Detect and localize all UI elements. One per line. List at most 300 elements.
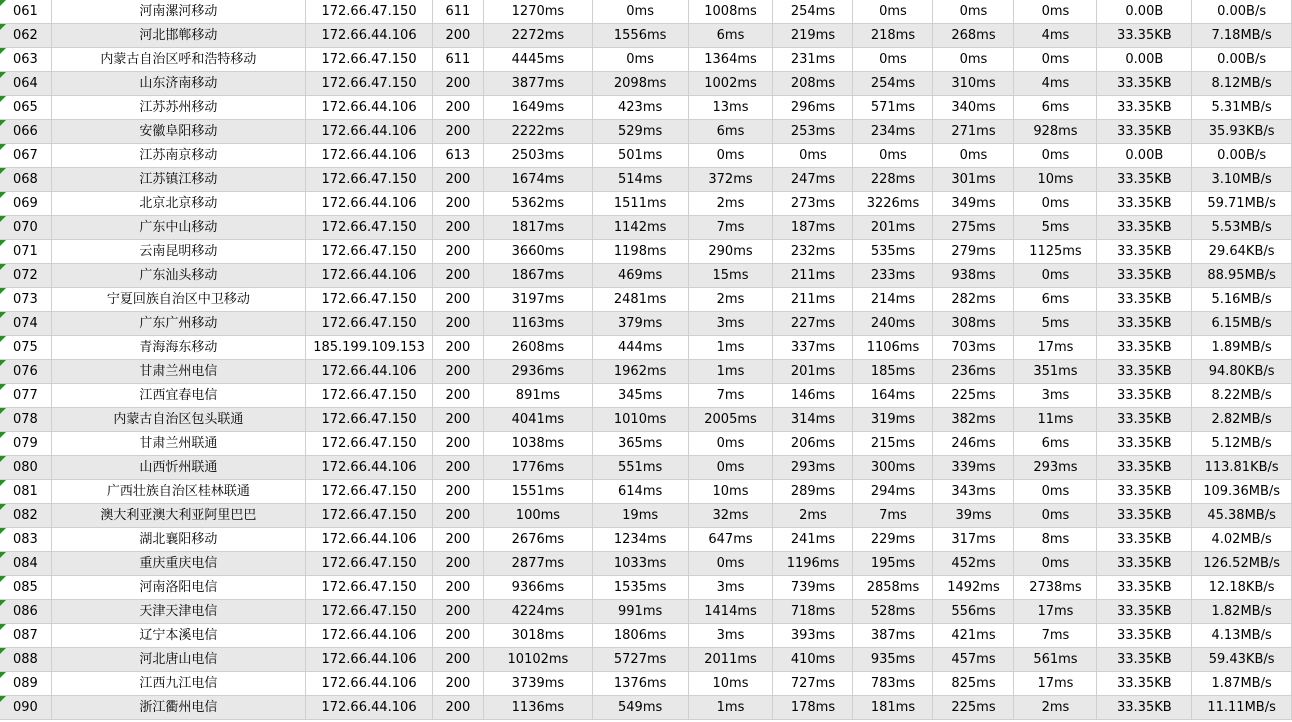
redirect-time-cell[interactable]: 0ms <box>1014 264 1097 287</box>
location-cell[interactable]: 河南漯河移动 <box>52 0 307 23</box>
total-time-cell[interactable]: 1270ms <box>484 0 593 23</box>
connect-time-cell[interactable]: 372ms <box>689 168 774 191</box>
row-index-cell[interactable]: 076 <box>0 360 52 383</box>
size-cell[interactable]: 33.35KB <box>1097 120 1192 143</box>
size-cell[interactable]: 33.35KB <box>1097 336 1192 359</box>
location-cell[interactable]: 广东汕头移动 <box>52 264 307 287</box>
status-code-cell[interactable]: 200 <box>433 72 484 95</box>
first-byte-time-cell[interactable]: 1106ms <box>853 336 933 359</box>
first-byte-time-cell[interactable]: 294ms <box>853 480 933 503</box>
location-cell[interactable]: 山东济南移动 <box>52 72 307 95</box>
row-index-cell[interactable]: 074 <box>0 312 52 335</box>
dns-time-cell[interactable]: 1806ms <box>593 624 689 647</box>
size-cell[interactable]: 33.35KB <box>1097 96 1192 119</box>
dns-time-cell[interactable]: 991ms <box>593 600 689 623</box>
first-byte-time-cell[interactable]: 300ms <box>853 456 933 479</box>
total-time-cell[interactable]: 4224ms <box>484 600 593 623</box>
ip-address-cell[interactable]: 172.66.47.150 <box>306 312 432 335</box>
ip-address-cell[interactable]: 172.66.44.106 <box>306 96 432 119</box>
location-cell[interactable]: 广东广州移动 <box>52 312 307 335</box>
first-byte-time-cell[interactable]: 0ms <box>853 0 933 23</box>
table-row[interactable] <box>0 432 1292 456</box>
location-cell[interactable]: 内蒙古自治区呼和浩特移动 <box>52 48 307 71</box>
speed-cell[interactable]: 5.53MB/s <box>1192 216 1292 239</box>
table-row[interactable] <box>0 144 1292 168</box>
row-index-cell[interactable]: 064 <box>0 72 52 95</box>
connect-time-cell[interactable]: 10ms <box>689 480 774 503</box>
download-time-cell[interactable]: 236ms <box>933 360 1014 383</box>
total-time-cell[interactable]: 891ms <box>484 384 593 407</box>
download-time-cell[interactable]: 457ms <box>933 648 1014 671</box>
dns-time-cell[interactable]: 469ms <box>593 264 689 287</box>
table-row[interactable] <box>0 624 1292 648</box>
ip-address-cell[interactable]: 172.66.44.106 <box>306 360 432 383</box>
ssl-time-cell[interactable]: 296ms <box>773 96 853 119</box>
status-code-cell[interactable]: 200 <box>433 672 484 695</box>
speed-cell[interactable]: 0.00B/s <box>1192 0 1292 23</box>
total-time-cell[interactable]: 2936ms <box>484 360 593 383</box>
first-byte-time-cell[interactable]: 201ms <box>853 216 933 239</box>
row-index-cell[interactable]: 088 <box>0 648 52 671</box>
ip-address-cell[interactable]: 172.66.44.106 <box>306 624 432 647</box>
first-byte-time-cell[interactable]: 214ms <box>853 288 933 311</box>
table-row[interactable] <box>0 456 1292 480</box>
redirect-time-cell[interactable]: 17ms <box>1014 672 1097 695</box>
first-byte-time-cell[interactable]: 228ms <box>853 168 933 191</box>
status-code-cell[interactable]: 200 <box>433 576 484 599</box>
ip-address-cell[interactable]: 172.66.44.106 <box>306 648 432 671</box>
total-time-cell[interactable]: 4445ms <box>484 48 593 71</box>
connect-time-cell[interactable]: 290ms <box>689 240 774 263</box>
table-row[interactable] <box>0 648 1292 672</box>
location-cell[interactable]: 江苏苏州移动 <box>52 96 307 119</box>
download-time-cell[interactable]: 0ms <box>933 48 1014 71</box>
total-time-cell[interactable]: 3197ms <box>484 288 593 311</box>
total-time-cell[interactable]: 2222ms <box>484 120 593 143</box>
connect-time-cell[interactable]: 10ms <box>689 672 774 695</box>
first-byte-time-cell[interactable]: 229ms <box>853 528 933 551</box>
download-time-cell[interactable]: 340ms <box>933 96 1014 119</box>
row-index-cell[interactable]: 071 <box>0 240 52 263</box>
status-code-cell[interactable]: 200 <box>433 288 484 311</box>
ssl-time-cell[interactable]: 337ms <box>773 336 853 359</box>
speed-cell[interactable]: 7.18MB/s <box>1192 24 1292 47</box>
size-cell[interactable]: 33.35KB <box>1097 408 1192 431</box>
first-byte-time-cell[interactable]: 233ms <box>853 264 933 287</box>
size-cell[interactable]: 33.35KB <box>1097 672 1192 695</box>
status-code-cell[interactable]: 200 <box>433 480 484 503</box>
size-cell[interactable]: 33.35KB <box>1097 240 1192 263</box>
download-time-cell[interactable]: 275ms <box>933 216 1014 239</box>
download-time-cell[interactable]: 246ms <box>933 432 1014 455</box>
location-cell[interactable]: 广西壮族自治区桂林联通 <box>52 480 307 503</box>
row-index-cell[interactable]: 068 <box>0 168 52 191</box>
table-row[interactable] <box>0 24 1292 48</box>
dns-time-cell[interactable]: 2481ms <box>593 288 689 311</box>
row-index-cell[interactable]: 077 <box>0 384 52 407</box>
status-code-cell[interactable]: 200 <box>433 624 484 647</box>
speed-cell[interactable]: 88.95MB/s <box>1192 264 1292 287</box>
ip-address-cell[interactable]: 172.66.44.106 <box>306 192 432 215</box>
first-byte-time-cell[interactable]: 3226ms <box>853 192 933 215</box>
dns-time-cell[interactable]: 5727ms <box>593 648 689 671</box>
location-cell[interactable]: 江西九江电信 <box>52 672 307 695</box>
first-byte-time-cell[interactable]: 218ms <box>853 24 933 47</box>
download-time-cell[interactable]: 271ms <box>933 120 1014 143</box>
table-row[interactable] <box>0 480 1292 504</box>
download-time-cell[interactable]: 421ms <box>933 624 1014 647</box>
speed-cell[interactable]: 5.16MB/s <box>1192 288 1292 311</box>
ip-address-cell[interactable]: 172.66.47.150 <box>306 384 432 407</box>
redirect-time-cell[interactable]: 0ms <box>1014 480 1097 503</box>
connect-time-cell[interactable]: 6ms <box>689 24 774 47</box>
first-byte-time-cell[interactable]: 195ms <box>853 552 933 575</box>
location-cell[interactable]: 江苏镇江移动 <box>52 168 307 191</box>
size-cell[interactable]: 33.35KB <box>1097 24 1192 47</box>
ip-address-cell[interactable]: 172.66.47.150 <box>306 480 432 503</box>
download-time-cell[interactable]: 310ms <box>933 72 1014 95</box>
size-cell[interactable]: 33.35KB <box>1097 696 1192 719</box>
total-time-cell[interactable]: 1649ms <box>484 96 593 119</box>
ssl-time-cell[interactable]: 314ms <box>773 408 853 431</box>
location-cell[interactable]: 青海海东移动 <box>52 336 307 359</box>
table-row[interactable] <box>0 168 1292 192</box>
connect-time-cell[interactable]: 1008ms <box>689 0 774 23</box>
location-cell[interactable]: 甘肃兰州电信 <box>52 360 307 383</box>
row-index-cell[interactable]: 087 <box>0 624 52 647</box>
row-index-cell[interactable]: 086 <box>0 600 52 623</box>
connect-time-cell[interactable]: 2005ms <box>689 408 774 431</box>
total-time-cell[interactable]: 2503ms <box>484 144 593 167</box>
ip-address-cell[interactable]: 172.66.44.106 <box>306 264 432 287</box>
dns-time-cell[interactable]: 1535ms <box>593 576 689 599</box>
location-cell[interactable]: 江西宜春电信 <box>52 384 307 407</box>
connect-time-cell[interactable]: 13ms <box>689 96 774 119</box>
redirect-time-cell[interactable]: 6ms <box>1014 432 1097 455</box>
status-code-cell[interactable]: 200 <box>433 432 484 455</box>
total-time-cell[interactable]: 1551ms <box>484 480 593 503</box>
redirect-time-cell[interactable]: 8ms <box>1014 528 1097 551</box>
ssl-time-cell[interactable]: 410ms <box>773 648 853 671</box>
dns-time-cell[interactable]: 1511ms <box>593 192 689 215</box>
first-byte-time-cell[interactable]: 387ms <box>853 624 933 647</box>
download-time-cell[interactable]: 301ms <box>933 168 1014 191</box>
table-row[interactable] <box>0 672 1292 696</box>
size-cell[interactable]: 33.35KB <box>1097 528 1192 551</box>
status-code-cell[interactable]: 200 <box>433 552 484 575</box>
speed-cell[interactable]: 5.12MB/s <box>1192 432 1292 455</box>
dns-time-cell[interactable]: 423ms <box>593 96 689 119</box>
first-byte-time-cell[interactable]: 935ms <box>853 648 933 671</box>
status-code-cell[interactable]: 200 <box>433 384 484 407</box>
location-cell[interactable]: 广东中山移动 <box>52 216 307 239</box>
ssl-time-cell[interactable]: 231ms <box>773 48 853 71</box>
dns-time-cell[interactable]: 501ms <box>593 144 689 167</box>
first-byte-time-cell[interactable]: 7ms <box>853 504 933 527</box>
ssl-time-cell[interactable]: 718ms <box>773 600 853 623</box>
ip-address-cell[interactable]: 172.66.44.106 <box>306 696 432 719</box>
table-row[interactable] <box>0 576 1292 600</box>
connect-time-cell[interactable]: 0ms <box>689 456 774 479</box>
row-index-cell[interactable]: 082 <box>0 504 52 527</box>
size-cell[interactable]: 33.35KB <box>1097 504 1192 527</box>
connect-time-cell[interactable]: 2ms <box>689 288 774 311</box>
download-time-cell[interactable]: 452ms <box>933 552 1014 575</box>
size-cell[interactable]: 33.35KB <box>1097 288 1192 311</box>
redirect-time-cell[interactable]: 2ms <box>1014 696 1097 719</box>
ip-address-cell[interactable]: 172.66.44.106 <box>306 528 432 551</box>
connect-time-cell[interactable]: 3ms <box>689 624 774 647</box>
first-byte-time-cell[interactable]: 571ms <box>853 96 933 119</box>
ip-address-cell[interactable]: 172.66.44.106 <box>306 672 432 695</box>
speed-cell[interactable]: 0.00B/s <box>1192 144 1292 167</box>
redirect-time-cell[interactable]: 0ms <box>1014 504 1097 527</box>
table-row[interactable] <box>0 528 1292 552</box>
row-index-cell[interactable]: 067 <box>0 144 52 167</box>
total-time-cell[interactable]: 2272ms <box>484 24 593 47</box>
ssl-time-cell[interactable]: 227ms <box>773 312 853 335</box>
download-time-cell[interactable]: 317ms <box>933 528 1014 551</box>
row-index-cell[interactable]: 085 <box>0 576 52 599</box>
ssl-time-cell[interactable]: 178ms <box>773 696 853 719</box>
download-time-cell[interactable]: 382ms <box>933 408 1014 431</box>
ssl-time-cell[interactable]: 201ms <box>773 360 853 383</box>
size-cell[interactable]: 33.35KB <box>1097 192 1192 215</box>
speed-cell[interactable]: 1.89MB/s <box>1192 336 1292 359</box>
status-code-cell[interactable]: 200 <box>433 528 484 551</box>
total-time-cell[interactable]: 10102ms <box>484 648 593 671</box>
ip-address-cell[interactable]: 172.66.47.150 <box>306 0 432 23</box>
status-code-cell[interactable]: 200 <box>433 648 484 671</box>
redirect-time-cell[interactable]: 4ms <box>1014 24 1097 47</box>
redirect-time-cell[interactable]: 17ms <box>1014 336 1097 359</box>
ssl-time-cell[interactable]: 739ms <box>773 576 853 599</box>
speed-cell[interactable]: 8.12MB/s <box>1192 72 1292 95</box>
table-row[interactable] <box>0 360 1292 384</box>
first-byte-time-cell[interactable]: 215ms <box>853 432 933 455</box>
connect-time-cell[interactable]: 1ms <box>689 336 774 359</box>
download-time-cell[interactable]: 0ms <box>933 0 1014 23</box>
ip-address-cell[interactable]: 172.66.47.150 <box>306 408 432 431</box>
download-time-cell[interactable]: 343ms <box>933 480 1014 503</box>
download-time-cell[interactable]: 339ms <box>933 456 1014 479</box>
table-row[interactable] <box>0 216 1292 240</box>
row-index-cell[interactable]: 073 <box>0 288 52 311</box>
speed-cell[interactable]: 4.13MB/s <box>1192 624 1292 647</box>
table-row[interactable] <box>0 600 1292 624</box>
size-cell[interactable]: 33.35KB <box>1097 168 1192 191</box>
total-time-cell[interactable]: 9366ms <box>484 576 593 599</box>
first-byte-time-cell[interactable]: 185ms <box>853 360 933 383</box>
location-cell[interactable]: 浙江衢州电信 <box>52 696 307 719</box>
ssl-time-cell[interactable]: 273ms <box>773 192 853 215</box>
connect-time-cell[interactable]: 6ms <box>689 120 774 143</box>
size-cell[interactable]: 33.35KB <box>1097 480 1192 503</box>
connect-time-cell[interactable]: 0ms <box>689 552 774 575</box>
location-cell[interactable]: 河南洛阳电信 <box>52 576 307 599</box>
ip-address-cell[interactable]: 172.66.44.106 <box>306 24 432 47</box>
dns-time-cell[interactable]: 1556ms <box>593 24 689 47</box>
ssl-time-cell[interactable]: 2ms <box>773 504 853 527</box>
table-row[interactable] <box>0 312 1292 336</box>
ip-address-cell[interactable]: 172.66.44.106 <box>306 120 432 143</box>
ssl-time-cell[interactable]: 1196ms <box>773 552 853 575</box>
first-byte-time-cell[interactable]: 0ms <box>853 144 933 167</box>
location-cell[interactable]: 天津天津电信 <box>52 600 307 623</box>
connect-time-cell[interactable]: 32ms <box>689 504 774 527</box>
first-byte-time-cell[interactable]: 234ms <box>853 120 933 143</box>
status-code-cell[interactable]: 200 <box>433 240 484 263</box>
location-cell[interactable]: 辽宁本溪电信 <box>52 624 307 647</box>
row-index-cell[interactable]: 062 <box>0 24 52 47</box>
download-time-cell[interactable]: 308ms <box>933 312 1014 335</box>
table-row[interactable] <box>0 264 1292 288</box>
ssl-time-cell[interactable]: 254ms <box>773 0 853 23</box>
redirect-time-cell[interactable]: 10ms <box>1014 168 1097 191</box>
size-cell[interactable]: 33.35KB <box>1097 264 1192 287</box>
redirect-time-cell[interactable]: 293ms <box>1014 456 1097 479</box>
download-time-cell[interactable]: 0ms <box>933 144 1014 167</box>
size-cell[interactable]: 33.35KB <box>1097 360 1192 383</box>
connect-time-cell[interactable]: 647ms <box>689 528 774 551</box>
dns-time-cell[interactable]: 549ms <box>593 696 689 719</box>
status-code-cell[interactable]: 200 <box>433 504 484 527</box>
total-time-cell[interactable]: 3018ms <box>484 624 593 647</box>
speed-cell[interactable]: 1.87MB/s <box>1192 672 1292 695</box>
dns-time-cell[interactable]: 345ms <box>593 384 689 407</box>
ssl-time-cell[interactable]: 293ms <box>773 456 853 479</box>
total-time-cell[interactable]: 2877ms <box>484 552 593 575</box>
total-time-cell[interactable]: 5362ms <box>484 192 593 215</box>
status-code-cell[interactable]: 200 <box>433 216 484 239</box>
location-cell[interactable]: 重庆重庆电信 <box>52 552 307 575</box>
ip-address-cell[interactable]: 172.66.47.150 <box>306 48 432 71</box>
dns-time-cell[interactable]: 1962ms <box>593 360 689 383</box>
speed-cell[interactable]: 45.38MB/s <box>1192 504 1292 527</box>
row-index-cell[interactable]: 061 <box>0 0 52 23</box>
table-row[interactable] <box>0 504 1292 528</box>
table-row[interactable] <box>0 48 1292 72</box>
total-time-cell[interactable]: 1038ms <box>484 432 593 455</box>
table-row[interactable] <box>0 696 1292 720</box>
dns-time-cell[interactable]: 444ms <box>593 336 689 359</box>
ssl-time-cell[interactable]: 219ms <box>773 24 853 47</box>
redirect-time-cell[interactable]: 4ms <box>1014 72 1097 95</box>
total-time-cell[interactable]: 4041ms <box>484 408 593 431</box>
size-cell[interactable]: 33.35KB <box>1097 648 1192 671</box>
first-byte-time-cell[interactable]: 319ms <box>853 408 933 431</box>
speed-cell[interactable]: 0.00B/s <box>1192 48 1292 71</box>
redirect-time-cell[interactable]: 3ms <box>1014 384 1097 407</box>
connect-time-cell[interactable]: 0ms <box>689 144 774 167</box>
speed-cell[interactable]: 8.22MB/s <box>1192 384 1292 407</box>
ip-address-cell[interactable]: 172.66.44.106 <box>306 144 432 167</box>
table-row[interactable] <box>0 192 1292 216</box>
dns-time-cell[interactable]: 0ms <box>593 48 689 71</box>
connect-time-cell[interactable]: 2ms <box>689 192 774 215</box>
dns-time-cell[interactable]: 614ms <box>593 480 689 503</box>
size-cell[interactable]: 33.35KB <box>1097 624 1192 647</box>
status-code-cell[interactable]: 200 <box>433 408 484 431</box>
connect-time-cell[interactable]: 15ms <box>689 264 774 287</box>
download-time-cell[interactable]: 282ms <box>933 288 1014 311</box>
dns-time-cell[interactable]: 365ms <box>593 432 689 455</box>
row-index-cell[interactable]: 063 <box>0 48 52 71</box>
first-byte-time-cell[interactable]: 783ms <box>853 672 933 695</box>
ssl-time-cell[interactable]: 247ms <box>773 168 853 191</box>
ssl-time-cell[interactable]: 206ms <box>773 432 853 455</box>
redirect-time-cell[interactable]: 6ms <box>1014 288 1097 311</box>
table-row[interactable] <box>0 240 1292 264</box>
redirect-time-cell[interactable]: 351ms <box>1014 360 1097 383</box>
dns-time-cell[interactable]: 1376ms <box>593 672 689 695</box>
speed-cell[interactable]: 59.43KB/s <box>1192 648 1292 671</box>
speed-cell[interactable]: 113.81KB/s <box>1192 456 1292 479</box>
first-byte-time-cell[interactable]: 0ms <box>853 48 933 71</box>
size-cell[interactable]: 33.35KB <box>1097 576 1192 599</box>
status-code-cell[interactable]: 200 <box>433 696 484 719</box>
ssl-time-cell[interactable]: 208ms <box>773 72 853 95</box>
redirect-time-cell[interactable]: 0ms <box>1014 192 1097 215</box>
total-time-cell[interactable]: 1867ms <box>484 264 593 287</box>
connect-time-cell[interactable]: 2011ms <box>689 648 774 671</box>
first-byte-time-cell[interactable]: 164ms <box>853 384 933 407</box>
dns-time-cell[interactable]: 514ms <box>593 168 689 191</box>
row-index-cell[interactable]: 065 <box>0 96 52 119</box>
location-cell[interactable]: 云南昆明移动 <box>52 240 307 263</box>
dns-time-cell[interactable]: 1033ms <box>593 552 689 575</box>
speed-cell[interactable]: 1.82MB/s <box>1192 600 1292 623</box>
dns-time-cell[interactable]: 551ms <box>593 456 689 479</box>
ip-address-cell[interactable]: 172.66.44.106 <box>306 456 432 479</box>
status-code-cell[interactable]: 200 <box>433 600 484 623</box>
speed-cell[interactable]: 6.15MB/s <box>1192 312 1292 335</box>
connect-time-cell[interactable]: 3ms <box>689 312 774 335</box>
row-index-cell[interactable]: 089 <box>0 672 52 695</box>
size-cell[interactable]: 33.35KB <box>1097 432 1192 455</box>
location-cell[interactable]: 澳大利亚澳大利亚阿里巴巴 <box>52 504 307 527</box>
size-cell[interactable]: 33.35KB <box>1097 72 1192 95</box>
status-code-cell[interactable]: 200 <box>433 168 484 191</box>
location-cell[interactable]: 江苏南京移动 <box>52 144 307 167</box>
redirect-time-cell[interactable]: 5ms <box>1014 216 1097 239</box>
ip-address-cell[interactable]: 172.66.47.150 <box>306 72 432 95</box>
connect-time-cell[interactable]: 1364ms <box>689 48 774 71</box>
dns-time-cell[interactable]: 1142ms <box>593 216 689 239</box>
size-cell[interactable]: 33.35KB <box>1097 384 1192 407</box>
location-cell[interactable]: 安徽阜阳移动 <box>52 120 307 143</box>
status-code-cell[interactable]: 200 <box>433 456 484 479</box>
row-index-cell[interactable]: 070 <box>0 216 52 239</box>
ssl-time-cell[interactable]: 211ms <box>773 288 853 311</box>
total-time-cell[interactable]: 1136ms <box>484 696 593 719</box>
dns-time-cell[interactable]: 1234ms <box>593 528 689 551</box>
connect-time-cell[interactable]: 1414ms <box>689 600 774 623</box>
ip-address-cell[interactable]: 172.66.47.150 <box>306 600 432 623</box>
connect-time-cell[interactable]: 0ms <box>689 432 774 455</box>
total-time-cell[interactable]: 3660ms <box>484 240 593 263</box>
size-cell[interactable]: 33.35KB <box>1097 456 1192 479</box>
status-code-cell[interactable]: 200 <box>433 96 484 119</box>
table-row[interactable] <box>0 120 1292 144</box>
ip-address-cell[interactable]: 172.66.47.150 <box>306 216 432 239</box>
speed-cell[interactable]: 109.36MB/s <box>1192 480 1292 503</box>
row-index-cell[interactable]: 066 <box>0 120 52 143</box>
first-byte-time-cell[interactable]: 254ms <box>853 72 933 95</box>
download-time-cell[interactable]: 556ms <box>933 600 1014 623</box>
table-row[interactable] <box>0 552 1292 576</box>
total-time-cell[interactable]: 1674ms <box>484 168 593 191</box>
